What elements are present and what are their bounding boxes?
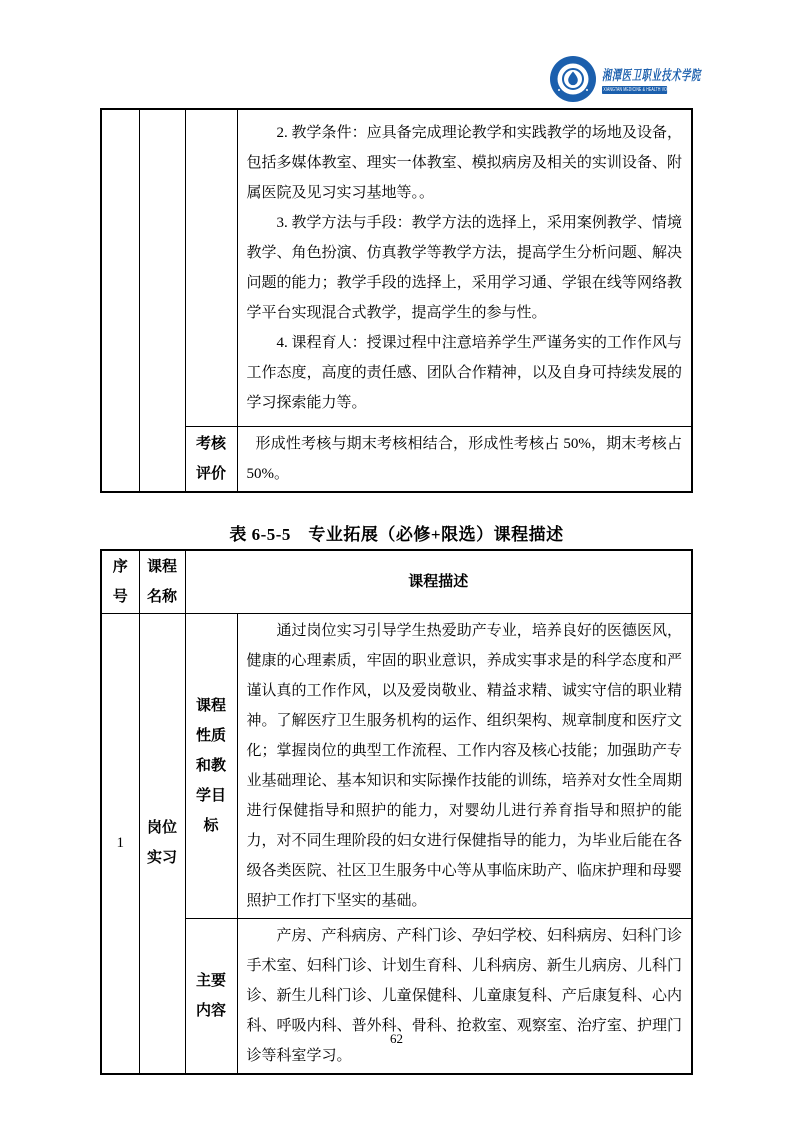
section-label-cell-main-content — [185, 918, 237, 1074]
continued-course-table — [100, 108, 693, 493]
section-text-cell-main-content — [237, 918, 692, 1074]
course-name-cell — [139, 613, 185, 1074]
seq-value-cell — [101, 613, 139, 1074]
section-text-main-content: 产房、产科病房、产科门诊、孕妇学校、妇科病房、妇科门诊手术室、妇科门诊、计划生育科、儿科病房、新生儿病房、儿科门诊、新生儿科门诊、儿童保健科、儿童康复科、产后康复科、心内科、呼吸内科、普外科、骨科、抢救室、观察室、治疗室、护理门诊等科室学习。 — [246, 927, 682, 1064]
header-description-cell — [185, 550, 692, 613]
assessment-label-cell — [185, 426, 237, 492]
empty-label-cell — [185, 109, 237, 426]
teaching-description-cell — [237, 109, 692, 426]
page-number: 62 — [390, 1031, 403, 1046]
assessment-text-cell — [237, 426, 692, 492]
section-text-nature-objectives: 通过岗位实习引导学生热爱助产专业，培养良好的医德医风，健康的心理素质，牢固的职业意识，养成实事求是的科学态度和严谨认真的工作作风，以及爱岗敬业、精益求精、诚实守信的职业精神。了解医疗卫生服务机构的运作、组织架构、规章制度和医疗文化；掌握岗位的典型工作流程、工作内容及核心技能；加强助产专业基础理论、基本知识和实际操作技能的训练，培养对女性全周期进行保健指导和照护的能力，对婴幼儿进行养育指导和照护的能力，对不同生理阶段的妇女进行保健指导的能力，为毕业后能在各级各类医院、社区卫生服务中心等从事临床助产、临床护理和母婴照护工作打下坚实的基础。 — [246, 622, 682, 909]
table-header-row — [101, 550, 692, 613]
table-row — [101, 426, 692, 492]
table-row — [101, 109, 692, 426]
seq-value: 1 — [116, 834, 124, 851]
empty-seq-cell — [101, 109, 139, 492]
empty-course-name-cell — [139, 109, 185, 492]
header-seq-cell — [101, 550, 139, 613]
section-text-cell-nature-objectives — [237, 613, 692, 918]
college-logo — [549, 55, 704, 103]
college-emblem-icon — [549, 55, 597, 103]
section-label-cell-nature-objectives — [185, 613, 237, 918]
paragraph-course-education: 4. 课程育人：授课过程中注意培养学生严谨务实的工作作风与工作态度，高度的责任感、团队合作精神，以及自身可持续发展的学习探索能力等。 — [246, 334, 682, 411]
college-name-en: XIANGTAN MEDICINE & HEALTH VOCATIONAL COLLEGE — [603, 86, 704, 93]
table-row — [101, 918, 692, 1074]
assessment-text: 形成性考核与期末考核相结合，形成性考核占 50%，期末考核占 50%。 — [246, 435, 682, 482]
paragraph-teaching-conditions: 2. 教学条件：应具备完成理论教学和实践教学的场地及设备，包括多媒体教室、理实一体教室、模拟病房及相关的实训设备、附属医院及见习实习基地等。。 — [246, 124, 682, 201]
header-course-name: 课程名称 — [146, 558, 177, 605]
section-label-nature-objectives: 课程性质和教学目标 — [195, 697, 226, 834]
college-name-cn: 湘潭医卫职业技术学院 — [602, 68, 701, 84]
header-description: 课程描述 — [408, 573, 469, 590]
table-caption: 表 6-5-5 专业拓展（必修+限选）课程描述 — [229, 525, 564, 544]
section-label-main-content: 主要内容 — [195, 972, 226, 1019]
header-course-name-cell — [139, 550, 185, 613]
course-description-table — [100, 549, 693, 1075]
course-name-value: 岗位实习 — [146, 820, 177, 866]
paragraph-teaching-methods: 3. 教学方法与手段：教学方法的选择上，采用案例教学、情境教学、角色扮演、仿真教学等教学方法，提高学生分析问题、解决问题的能力；教学手段的选择上，采用学习通、学银在线等网络教学平台实现混合式教学，提高学生的参与性。 — [246, 214, 682, 321]
assessment-label: 考核评价 — [195, 435, 226, 482]
college-name-block — [602, 65, 704, 94]
header-seq: 序号 — [112, 558, 128, 605]
table-row — [101, 613, 692, 918]
